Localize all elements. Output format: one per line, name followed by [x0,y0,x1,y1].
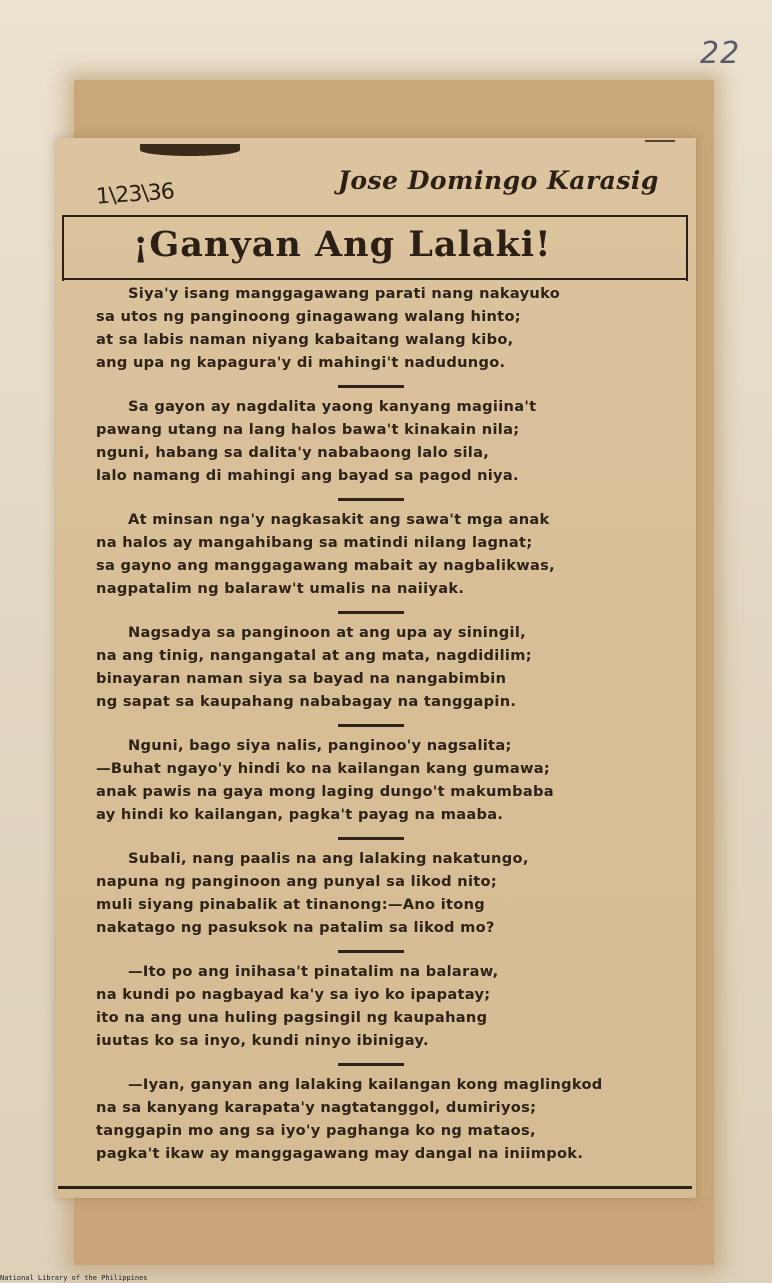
poem-line: at sa labis naman niyang kabaitang walang kibo, [96,331,514,348]
stanza [90,395,690,487]
poem-line: —Ito po ang inihasa't pinatalim na balaraw, [128,963,499,980]
library-credit: National Library of the Philippines [0,1274,148,1282]
page-number: 22 [700,36,741,71]
title-rule [62,278,686,280]
poem-line: Nguni, bago siya nalis, panginoo'y nagsalita; [128,737,512,754]
stanza-divider [338,950,404,953]
poem-line: tanggapin mo ang sa iyo'y paghanga ko ng mataos, [96,1122,536,1139]
poem-line: ng sapat sa kaupahang nababagay na tanggapin. [96,693,517,710]
stanza [90,1073,690,1165]
stanza [90,847,690,939]
stanza-divider [338,611,404,614]
top-ink-mark [140,144,240,156]
stanza [90,960,690,1052]
stanza [90,734,690,826]
poem-line: Sa gayon ay nagdalita yaong kanyang magiina't [128,398,537,415]
poem-line: anak pawis na gaya mong laging dungo't makumbaba [96,783,554,800]
poem-line: pagka't ikaw ay manggagawang may dangal na iniimpok. [96,1145,584,1162]
poem-line: ang upa ng kapagura'y di mahingi't nadudungo. [96,354,506,371]
handwritten-date: 1\23\36 [95,179,175,210]
poem-body [90,282,690,1165]
poem-line: —Iyan, ganyan ang lalaking kailangan kong maglingkod [128,1076,603,1093]
poem-line: iuutas ko sa inyo, kundi ninyo ibinigay. [96,1032,429,1049]
stanza [90,621,690,713]
poem-line: Nagsadya sa panginoon at ang upa ay siningil, [128,624,526,641]
stanza [90,508,690,600]
author-byline: Jose Domingo Karasig [338,166,659,195]
poem-line: ay hindi ko kailangan, pagka't payag na maaba. [96,806,504,823]
top-rule [645,140,675,142]
poem-line: muli siyang pinabalik at tinanong:—Ano itong [96,896,486,913]
stanza-divider [338,724,404,727]
stanza-divider [338,1063,404,1066]
stanza-divider [338,837,404,840]
poem-line: napuna ng panginoon ang punyal sa likod nito; [96,873,498,890]
poem-line: ito na ang una huling pagsingil ng kaupahang [96,1009,488,1026]
poem-line: na kundi po nagbayad ka'y sa iyo ko ipapatay; [96,986,491,1003]
footer-rule [58,1186,692,1189]
poem-line: nagpatalim ng balaraw't umalis na naiiyak. [96,580,465,597]
stanza-divider [338,498,404,501]
poem-title: ¡Ganyan Ang Lalaki! [133,224,552,265]
poem-line: lalo namang di mahingi ang bayad sa pagod niya. [96,467,519,484]
stanza [90,282,690,374]
poem-line: binayaran naman siya sa bayad na nangabimbin [96,670,507,687]
poem-line: —Buhat ngayo'y hindi ko na kailangan kang gumawa; [96,760,551,777]
poem-line: At minsan nga'y nagkasakit ang sawa't mga anak [128,511,550,528]
poem-line: nakatago ng pasuksok na patalim sa likod mo? [96,919,495,936]
poem-line: na halos ay mangahibang sa matindi nilang lagnat; [96,534,533,551]
poem-line: na ang tinig, nangangatal at ang mata, nagdidilim; [96,647,532,664]
poem-line: nguni, habang sa dalita'y nababaong lalo sila, [96,444,490,461]
poem-line: Siya'y isang manggagawang parati nang nakayuko [128,285,561,302]
poem-line: sa utos ng panginoong ginagawang walang hinto; [96,308,521,325]
poem-line: pawang utang na lang halos bawa't kinakain nila; [96,421,520,438]
clipping-backing-bottom [74,1198,714,1265]
poem-line: Subali, nang paalis na ang lalaking nakatungo, [128,850,529,867]
poem-line: na sa kanyang karapata'y nagtatanggol, dumiriyos; [96,1099,537,1116]
stanza-divider [338,385,404,388]
poem-line: sa gayno ang manggagawang mabait ay nagbalikwas, [96,557,556,574]
